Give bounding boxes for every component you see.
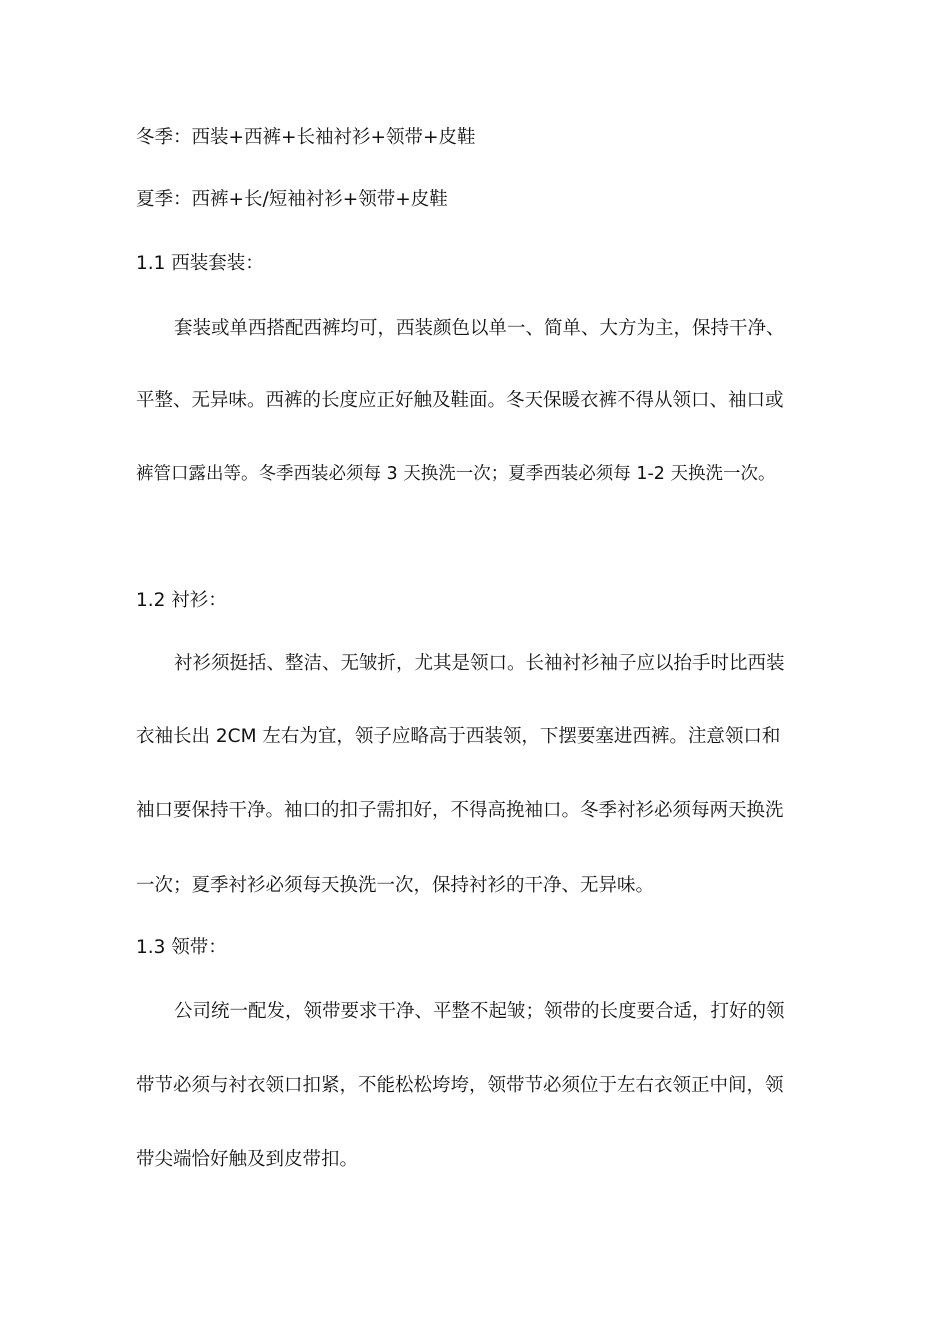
section-heading-tie: 1.3 领带： (136, 937, 227, 958)
summer-dress-code: 夏季：西裤+长/短袖衬衫+领带+皮鞋 (136, 189, 448, 210)
paragraph-line: 带尖端恰好触及到皮带扣。 (136, 1149, 359, 1170)
section-heading-suit: 1.1 西装套装： (136, 253, 264, 274)
paragraph-line: 衣袖长出 2CM 左右为宜，领子应略高于西装领，下摆要塞进西裤。注意领口和 (136, 726, 781, 747)
paragraph-line: 公司统一配发，领带要求干净、平整不起皱；领带的长度要合适，打好的领 (174, 1001, 785, 1022)
paragraph-line: 平整、无异味。西裤的长度应正好触及鞋面。冬天保暖衣裤不得从领口、袖口或 (136, 390, 784, 411)
paragraph-line: 袖口要保持干净。袖口的扣子需扣好，不得高挽袖口。冬季衬衫必须每两天换洗 (136, 800, 784, 821)
paragraph-line: 带节必须与衬衣领口扣紧，不能松松垮垮，领带节必须位于左右衣领正中间，领 (136, 1075, 784, 1096)
paragraph-line: 衬衫须挺括、整洁、无皱折，尤其是领口。长袖衬衫袖子应以抬手时比西装 (174, 653, 785, 674)
paragraph-line: 裤管口露出等。冬季西装必须每 3 天换洗一次；夏季西装必须每 1-2 天换洗一次。 (136, 464, 776, 484)
section-heading-shirt: 1.2 衬衫： (136, 590, 227, 611)
paragraph-line: 套装或单西搭配西裤均可，西装颜色以单一、简单、大方为主，保持干净、 (174, 318, 785, 339)
winter-dress-code: 冬季：西装+西裤+长袖衬衫+领带+皮鞋 (136, 127, 476, 148)
paragraph-line: 一次；夏季衬衫必须每天换洗一次，保持衬衫的干净、无异味。 (136, 875, 655, 896)
